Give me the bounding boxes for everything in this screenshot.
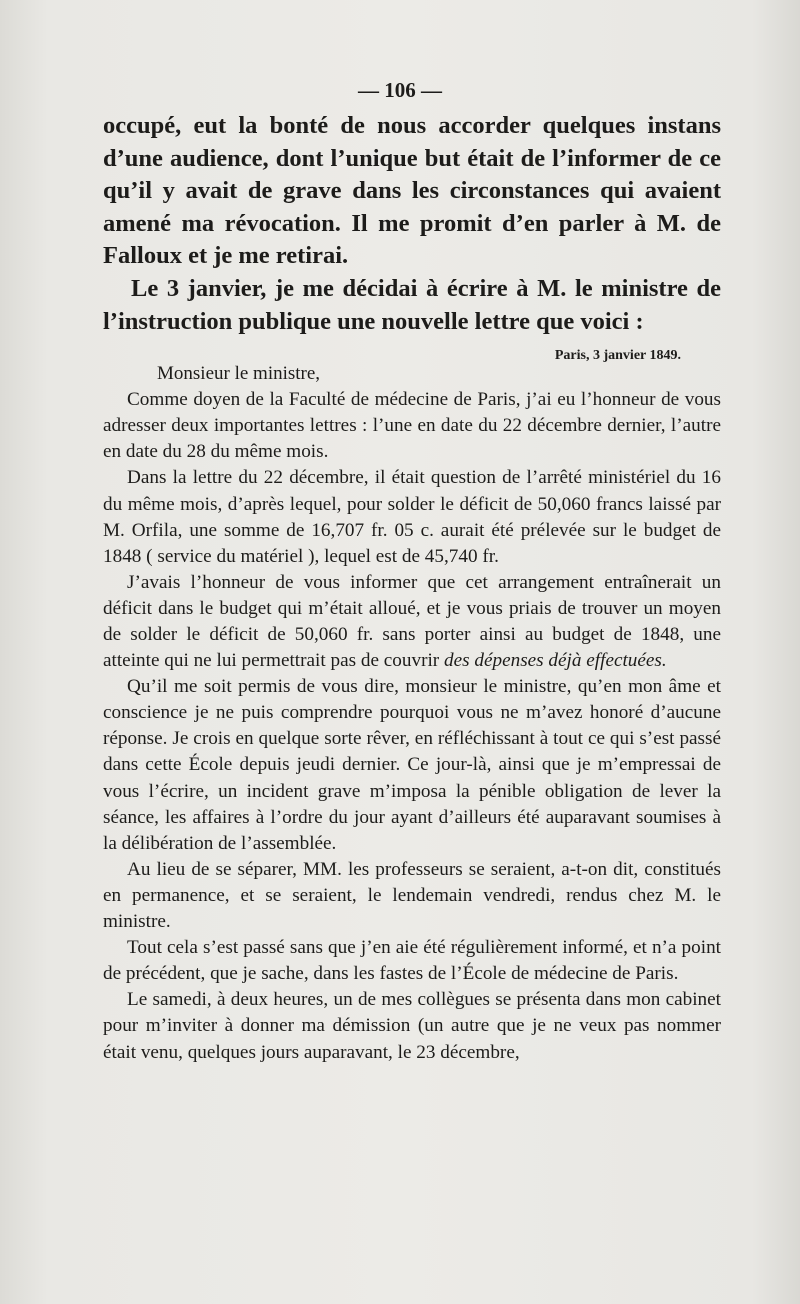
italic-phrase: des dépenses déjà effectuées. <box>444 650 667 672</box>
letter-paragraph: Le samedi, à deux heures, un de mes collègues se présenta dans mon cabinet pour m’inviter à donner ma démission (un autre que je ne veux pas nommer était venu, quelques jours auparavant, le 23 décembre, <box>103 989 721 1063</box>
letter-paragraph: Dans la lettre du 22 décembre, il était question de l’arrêté ministériel du 16 du même mois, d’après lequel, pour solder le déficit de 50,060 francs laissé par M. Orfila, une somme de 16,707 fr. 05 c. aurait été prélevée sur le budget de 1848 ( service du matériel ), lequel est de 45,740 fr. <box>103 467 721 567</box>
narrative-paragraph: occupé, eut la bonté de nous accorder quelques instans d’une audience, dont l’unique but était de l’informer de ce qu’il y avait de grave dans les circonstances qui avaient amené ma révocation. Il me promit d’en parler à M. de Falloux et je me retirai. <box>103 112 721 270</box>
letter-paragraph: Comme doyen de la Faculté de médecine de Paris, j’ai eu l’honneur de vous adresser deux importantes lettres : l’une en date du 22 décembre dernier, l’autre en date du 28 du même mois. <box>103 389 721 463</box>
letter-paragraph: Tout cela s’est passé sans que j’en aie été régulièrement informé, et n’a point de précédent, que je sache, dans les fastes de l’École de médecine de Paris. <box>103 937 721 985</box>
text-column <box>103 110 721 1066</box>
letter-text: J’avais l’honneur de vous informer que cet arrangement entraînerait un déficit dans le budget qui m’était alloué, et je vous priais de trouver un moyen de solder le déficit de 50,060 fr. sans porter ainsi au budget de 1848, une atteinte qui ne lui permettrait pas de couvrir <box>103 571 721 672</box>
letter-paragraph: Qu’il me soit permis de vous dire, monsieur le ministre, qu’en mon âme et conscience je ne puis comprendre pourquoi vous ne m’avez honoré d’aucune réponse. Je crois en quelque sorte rêver, en réfléchissant à tout ce qui s’est passé dans cette École depuis jeudi dernier. Ce jour-là, ainsi que je m’empressai de vous l’écrire, un incident grave m’imposa la pénible obligation de lever la séance, les affaires à l’ordre du jour ayant d’ailleurs été auparavant soumises à la délibération de l’assemblée. <box>103 676 721 854</box>
letter-body <box>103 387 721 1065</box>
page-number: — 106 — <box>358 78 442 102</box>
letter-dateline: Paris, 3 janvier 1849. <box>554 348 681 364</box>
narrative-text <box>103 110 721 338</box>
letter-salutation: Monsieur le ministre, <box>157 363 321 385</box>
letter-paragraph: Au lieu de se séparer, MM. les professeurs se seraient, a-t-on dit, constitués en permanence, et se seraient, le lendemain vendredi, rendus chez M. le ministre. <box>103 858 721 933</box>
narrative-paragraph: Le 3 janvier, je me décidai à écrire à M. le ministre de l’instruction publique une nouvelle lettre que voici : <box>103 274 721 335</box>
letter-paragraph <box>103 570 721 674</box>
